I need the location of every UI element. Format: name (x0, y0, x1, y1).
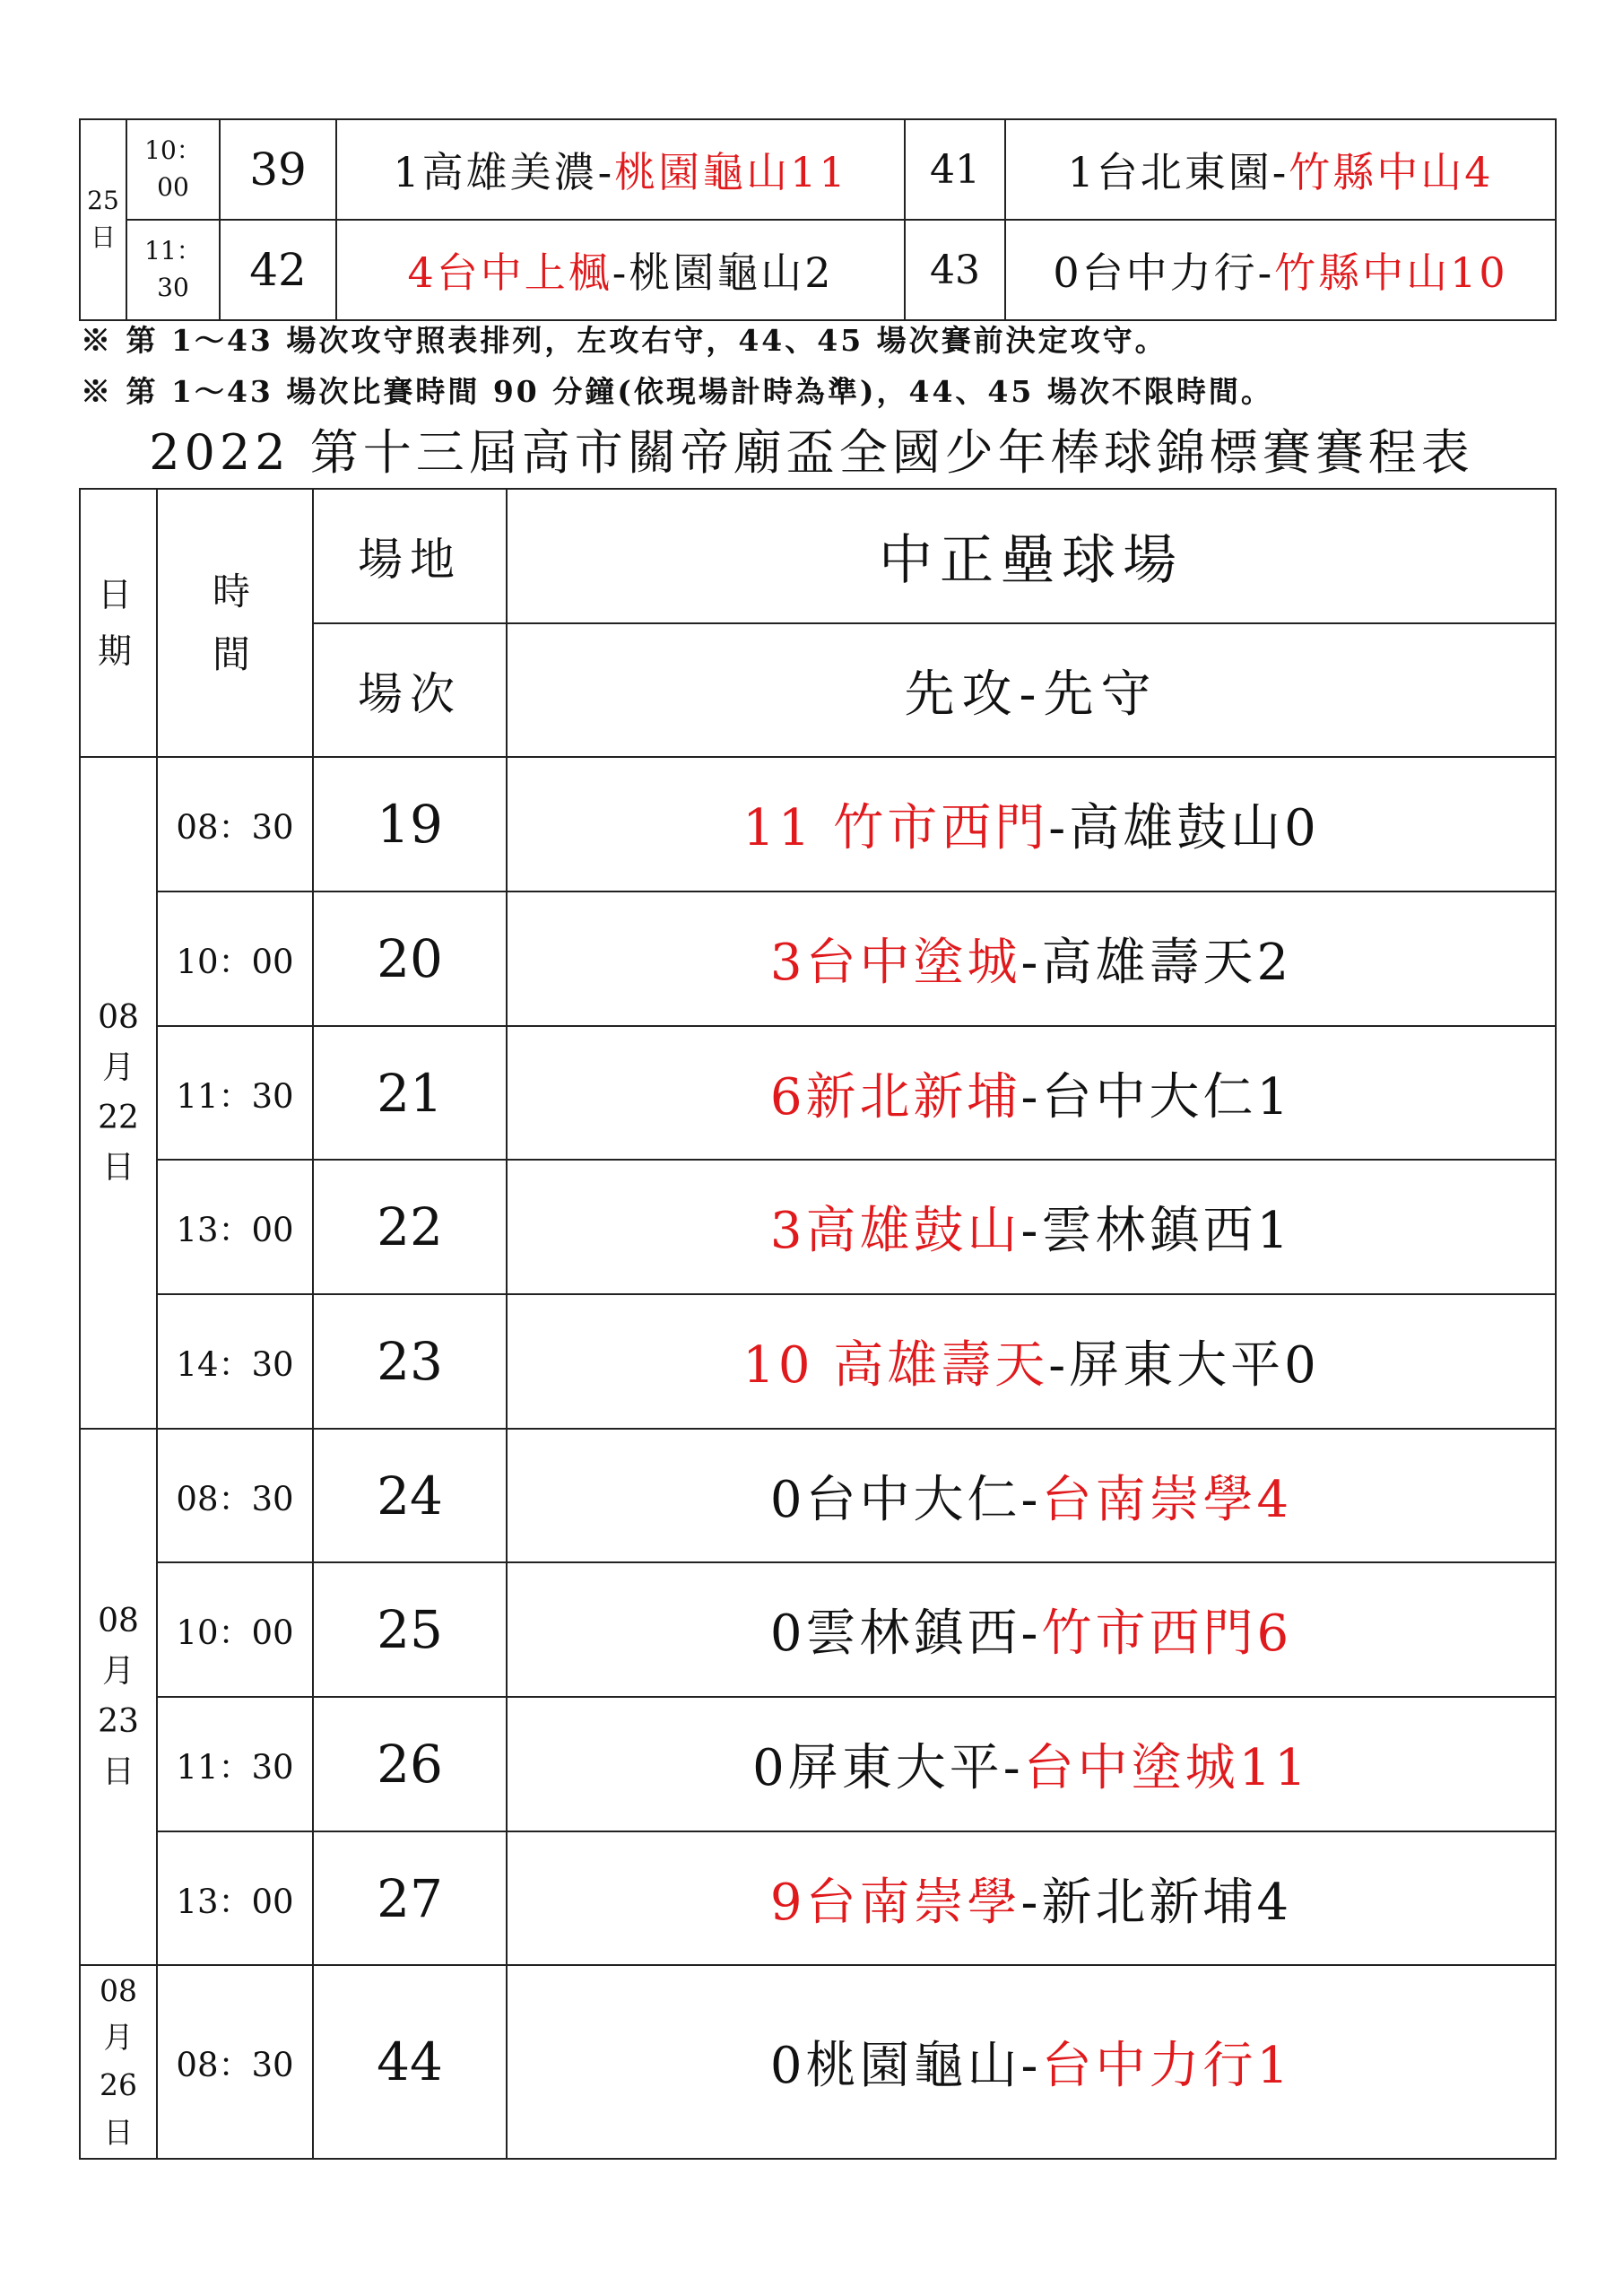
game-number: 23 (313, 1294, 507, 1429)
score: 0 (1284, 799, 1320, 858)
time-cell: 13：00 (157, 1160, 313, 1294)
table-row (80, 1294, 1556, 1429)
game-number: 27 (313, 1831, 507, 1966)
score: 1 (1067, 148, 1097, 196)
score: 10 (1450, 248, 1508, 297)
matchup-label: 先攻-先守 (507, 623, 1556, 758)
team-name: 竹縣中山 (1289, 148, 1465, 196)
date-line: 日 (101, 1149, 135, 1187)
matchup (507, 1429, 1556, 1563)
team-name: -新北新埔 (1020, 1873, 1257, 1932)
date-line: 日 (103, 2114, 134, 2150)
team-name: 高雄鼓山 (805, 1202, 1021, 1261)
table-row (80, 220, 1556, 320)
time-cell (126, 220, 220, 320)
score: 0 (769, 1605, 806, 1664)
table-row (80, 1562, 1556, 1697)
score: 0 (769, 1470, 806, 1529)
venue-name: 中正壘球場 (507, 489, 1556, 623)
game-no-label: 場次 (313, 623, 507, 758)
page-title: 2022 第十三屆高市關帝廟盃全國少年棒球錦標賽賽程表 (149, 424, 1474, 481)
team-name: 台中塗城 (1023, 1738, 1239, 1797)
score: 1 (1256, 1067, 1293, 1126)
matchup (507, 757, 1556, 891)
matchup (507, 1697, 1556, 1831)
score: 1 (1256, 2037, 1293, 2096)
team-name: -高雄鼓山 (1048, 799, 1285, 858)
team-name: 台南崇學 (805, 1873, 1021, 1932)
team-name: -屏東大平 (1048, 1335, 1285, 1395)
matchup (507, 1294, 1556, 1429)
score: 2 (1256, 933, 1293, 992)
game-number: 21 (313, 1026, 507, 1161)
date-line: 25 (87, 186, 119, 216)
time-cell (126, 119, 220, 220)
score: 2 (804, 248, 834, 297)
team-name: 台中上楓 (436, 248, 612, 297)
time-cell: 08：30 (157, 757, 313, 891)
score: 0 (1284, 1335, 1320, 1395)
schedule-body (80, 489, 1556, 2159)
date-cell (80, 757, 157, 1428)
time-line: 30 (157, 273, 189, 302)
team-name: 高雄壽天 (833, 1335, 1049, 1395)
team-name: -高雄壽天 (1020, 933, 1257, 992)
date-line: 日 (90, 222, 116, 252)
time-cell: 08：30 (157, 1965, 313, 2159)
matchup (507, 1965, 1556, 2159)
matchup (507, 1831, 1556, 1966)
continued-schedule-table (79, 118, 1557, 321)
date-cell (80, 1965, 157, 2159)
table-row (80, 757, 1556, 891)
team-name: 高雄美濃- (421, 148, 615, 196)
time-cell: 08：30 (157, 1429, 313, 1563)
game-number: 44 (313, 1965, 507, 2159)
time-cell: 11：30 (157, 1697, 313, 1831)
score: 3 (769, 1202, 806, 1261)
time-cell: 10：00 (157, 891, 313, 1026)
date-line: 08 (98, 998, 139, 1036)
header-char: 期 (97, 631, 139, 671)
score: 4 (1464, 148, 1494, 196)
table-row (80, 1026, 1556, 1161)
time-cell: 14：30 (157, 1294, 313, 1429)
matchup (1005, 220, 1556, 320)
header-char: 間 (212, 631, 257, 676)
score: 1 (393, 148, 422, 196)
score: 11 (1238, 1738, 1310, 1797)
matchup (507, 1160, 1556, 1294)
rule-note: ※ 第 1～43 場次比賽時間 90 分鐘(依現場計時為準)，44、45 場次不限時間。 (81, 374, 1273, 409)
score: 11 (742, 799, 834, 858)
table-row (80, 891, 1556, 1026)
score: 0 (1053, 248, 1082, 297)
score: 11 (790, 148, 848, 196)
score: 0 (752, 1738, 788, 1797)
team-name: 台中力行- (1081, 248, 1275, 297)
score: 6 (1256, 1605, 1293, 1664)
header-char: 日 (97, 574, 139, 614)
game-number: 25 (313, 1562, 507, 1697)
game-number: 22 (313, 1160, 507, 1294)
time-cell: 11：30 (157, 1026, 313, 1161)
date-line: 22 (98, 1099, 139, 1136)
matchup (507, 891, 1556, 1026)
matchup (336, 220, 905, 320)
team-name: -台中大仁 (1020, 1067, 1257, 1126)
team-name: 竹市西門 (833, 799, 1049, 858)
game-number: 39 (220, 119, 336, 220)
score: 1 (1256, 1202, 1293, 1261)
score: 10 (742, 1335, 834, 1395)
game-number: 42 (220, 220, 336, 320)
date-line: 26 (100, 2067, 137, 2103)
table-row (80, 1965, 1556, 2159)
date-header (80, 489, 157, 757)
time-cell: 10：00 (157, 1562, 313, 1697)
date-line: 08 (98, 1603, 139, 1640)
game-number: 20 (313, 891, 507, 1026)
team-name: -桃園龜山 (612, 248, 805, 297)
table-row (80, 1160, 1556, 1294)
game-number: 41 (905, 119, 1005, 220)
score: 4 (1256, 1470, 1293, 1529)
team-name: 台中力行 (1041, 2037, 1257, 2096)
matchup (336, 119, 905, 220)
date-line: 日 (101, 1752, 135, 1790)
score: 3 (769, 933, 806, 992)
team-name: 台中塗城 (805, 933, 1021, 992)
time-cell: 13：00 (157, 1831, 313, 1966)
team-name: 雲林鎮西- (805, 1605, 1042, 1664)
team-name: 桃園龜山- (805, 2037, 1042, 2096)
team-name: 新北新埔 (805, 1067, 1021, 1126)
time-header (157, 489, 313, 757)
score: 4 (407, 248, 437, 297)
rule-note: ※ 第 1～43 場次攻守照表排列，左攻右守，44、45 場次賽前決定攻守。 (81, 323, 1167, 358)
team-name: 竹縣中山 (1274, 248, 1451, 297)
time-line: 00 (157, 172, 189, 202)
date-line: 08 (100, 1972, 137, 2008)
date-line: 月 (101, 1653, 135, 1691)
time-line: 10： (144, 135, 202, 166)
table-row (80, 119, 1556, 220)
date-cell (80, 119, 126, 320)
team-name: 台北東園- (1096, 148, 1289, 196)
team-name: 台中大仁- (805, 1470, 1042, 1529)
team-name: 竹市西門 (1041, 1605, 1257, 1664)
table-row (80, 1429, 1556, 1563)
time-line: 11： (144, 236, 202, 266)
game-number: 26 (313, 1697, 507, 1831)
score: 4 (1256, 1873, 1293, 1932)
game-number: 43 (905, 220, 1005, 320)
header-char: 時 (212, 570, 257, 614)
matchup (507, 1562, 1556, 1697)
team-name: 桃園龜山 (614, 148, 791, 196)
matchup (507, 1026, 1556, 1161)
game-number: 24 (313, 1429, 507, 1563)
game-number: 19 (313, 757, 507, 891)
score: 6 (769, 1067, 806, 1126)
date-line: 23 (98, 1703, 139, 1741)
table-row (80, 1831, 1556, 1966)
team-name: 台南崇學 (1041, 1470, 1257, 1529)
date-cell (80, 1429, 157, 1966)
score: 9 (769, 1873, 806, 1932)
schedule-table (79, 488, 1557, 2160)
score: 0 (769, 2037, 806, 2096)
team-name: 屏東大平- (787, 1738, 1024, 1797)
team-name: -雲林鎮西 (1020, 1202, 1257, 1261)
header-row (80, 489, 1556, 623)
date-line: 月 (103, 2020, 134, 2056)
table-row (80, 1697, 1556, 1831)
venue-label: 場地 (313, 489, 507, 623)
date-line: 月 (101, 1048, 135, 1086)
matchup (1005, 119, 1556, 220)
